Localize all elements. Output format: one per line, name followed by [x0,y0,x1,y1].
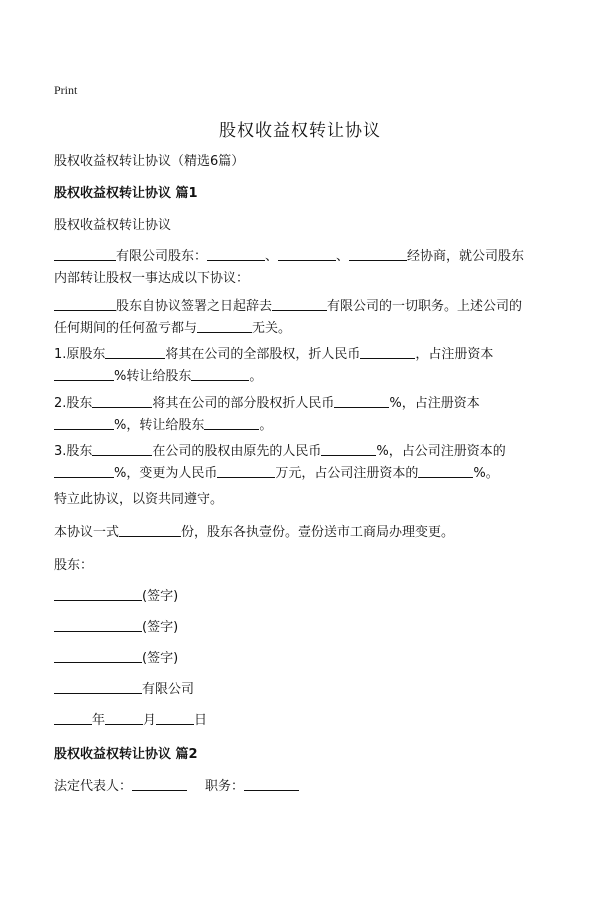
blank-field [360,344,415,359]
document-title: 股权收益权转让协议 [219,121,381,141]
signature-blank [54,648,142,663]
date-year-label: 年 [92,713,106,728]
text-run: 。 [259,418,273,433]
text-run: 有限公司的一切职务。上述公司的 [327,299,523,314]
signature-blank [54,586,142,601]
blank-field [119,522,181,537]
text-run: 法定代表人： [54,779,133,794]
blank-field [92,441,152,456]
text-run: ，占注册资本 [415,347,494,362]
blank-field [54,366,114,381]
text-run: 经协商，就公司股东 [407,249,525,264]
signature-line-1 [54,586,554,608]
blank-field [217,463,275,478]
text-run: %，占公司注册资本的 [376,444,506,459]
text-run: 、 [336,249,350,264]
closing-statement: 特立此协议，以资共同遵守。 [54,492,224,507]
text-run: %，转让给股东 [114,418,205,433]
text-run: 有限公司股东： [116,249,208,264]
text-run: %，变更为人民币 [114,466,218,481]
text-run: 无关。 [252,321,292,336]
date-line [54,710,554,732]
clause-1 [54,344,554,388]
blank-field [349,246,407,261]
legal-representative-line [54,776,554,798]
text-run: 万元，占公司注册资本的 [275,466,419,481]
blank-field [92,393,152,408]
signature-blank [54,617,142,632]
text-run: 3.股东 [54,444,93,459]
signature-label: (签字) [142,620,179,635]
text-run: %，占注册资本 [389,396,480,411]
text-run: 、 [265,249,279,264]
text-run: 将其在公司的部分股权折人民币 [152,396,335,411]
blank-field [54,463,114,478]
blank-field [54,415,114,430]
clause-2 [54,393,554,437]
blank-field [204,415,259,430]
blank-field [132,776,187,791]
signature-line-2 [54,617,554,639]
blank-field [244,776,299,791]
signature-label: (签字) [142,589,179,604]
company-blank [54,679,142,694]
blank-field [418,463,473,478]
blank-field [272,296,327,311]
blank-field [54,296,116,311]
year-blank [54,710,92,725]
text-run: %转让给股东 [114,369,192,384]
day-blank [156,710,194,725]
date-day-label: 日 [194,713,208,728]
text-run: 2.股东 [54,396,93,411]
document-subtitle: 股权收益权转让协议（精选6篇） [54,154,245,169]
blank-field [191,366,249,381]
text-run: %。 [473,466,499,481]
text-run: 职务： [205,779,245,794]
text-run: 本协议一式 [54,525,120,540]
blank-field [54,246,116,261]
text-run: 。 [249,369,263,384]
clause-3 [54,441,554,485]
blank-field [105,344,165,359]
text-run: 股东自协议签署之日起辞去 [116,299,273,314]
text-run: 内部转让股权一事达成以下协议： [54,271,250,286]
article1-doc-title: 股权收益权转让协议 [54,218,172,233]
shareholders-label: 股东： [54,558,94,573]
blank-field [334,393,389,408]
article1-paragraph-2 [54,296,554,340]
text-run: 份，股东各执壹份。壹份送市工商局办理变更。 [181,525,455,540]
copies-clause [54,522,554,544]
article1-paragraph-1 [54,246,554,290]
company-line [54,679,554,701]
blank-field [207,246,265,261]
blank-field [321,441,376,456]
print-label[interactable]: Print [54,83,78,97]
company-suffix: 有限公司 [142,682,195,697]
signature-line-3 [54,648,554,670]
blank-field [197,318,252,333]
text-run: 将其在公司的全部股权，折人民币 [165,347,361,362]
article2-heading: 股权收益权转让协议 篇2 [54,747,198,762]
signature-label: (签字) [142,651,179,666]
text-run: 任何期间的任何盈亏都与 [54,321,198,336]
article1-heading: 股权收益权转让协议 篇1 [54,186,198,201]
text-run: 在公司的股权由原先的人民币 [152,444,322,459]
blank-field [278,246,336,261]
text-run: 1.原股东 [54,347,106,362]
month-blank [105,710,143,725]
date-month-label: 月 [143,713,157,728]
